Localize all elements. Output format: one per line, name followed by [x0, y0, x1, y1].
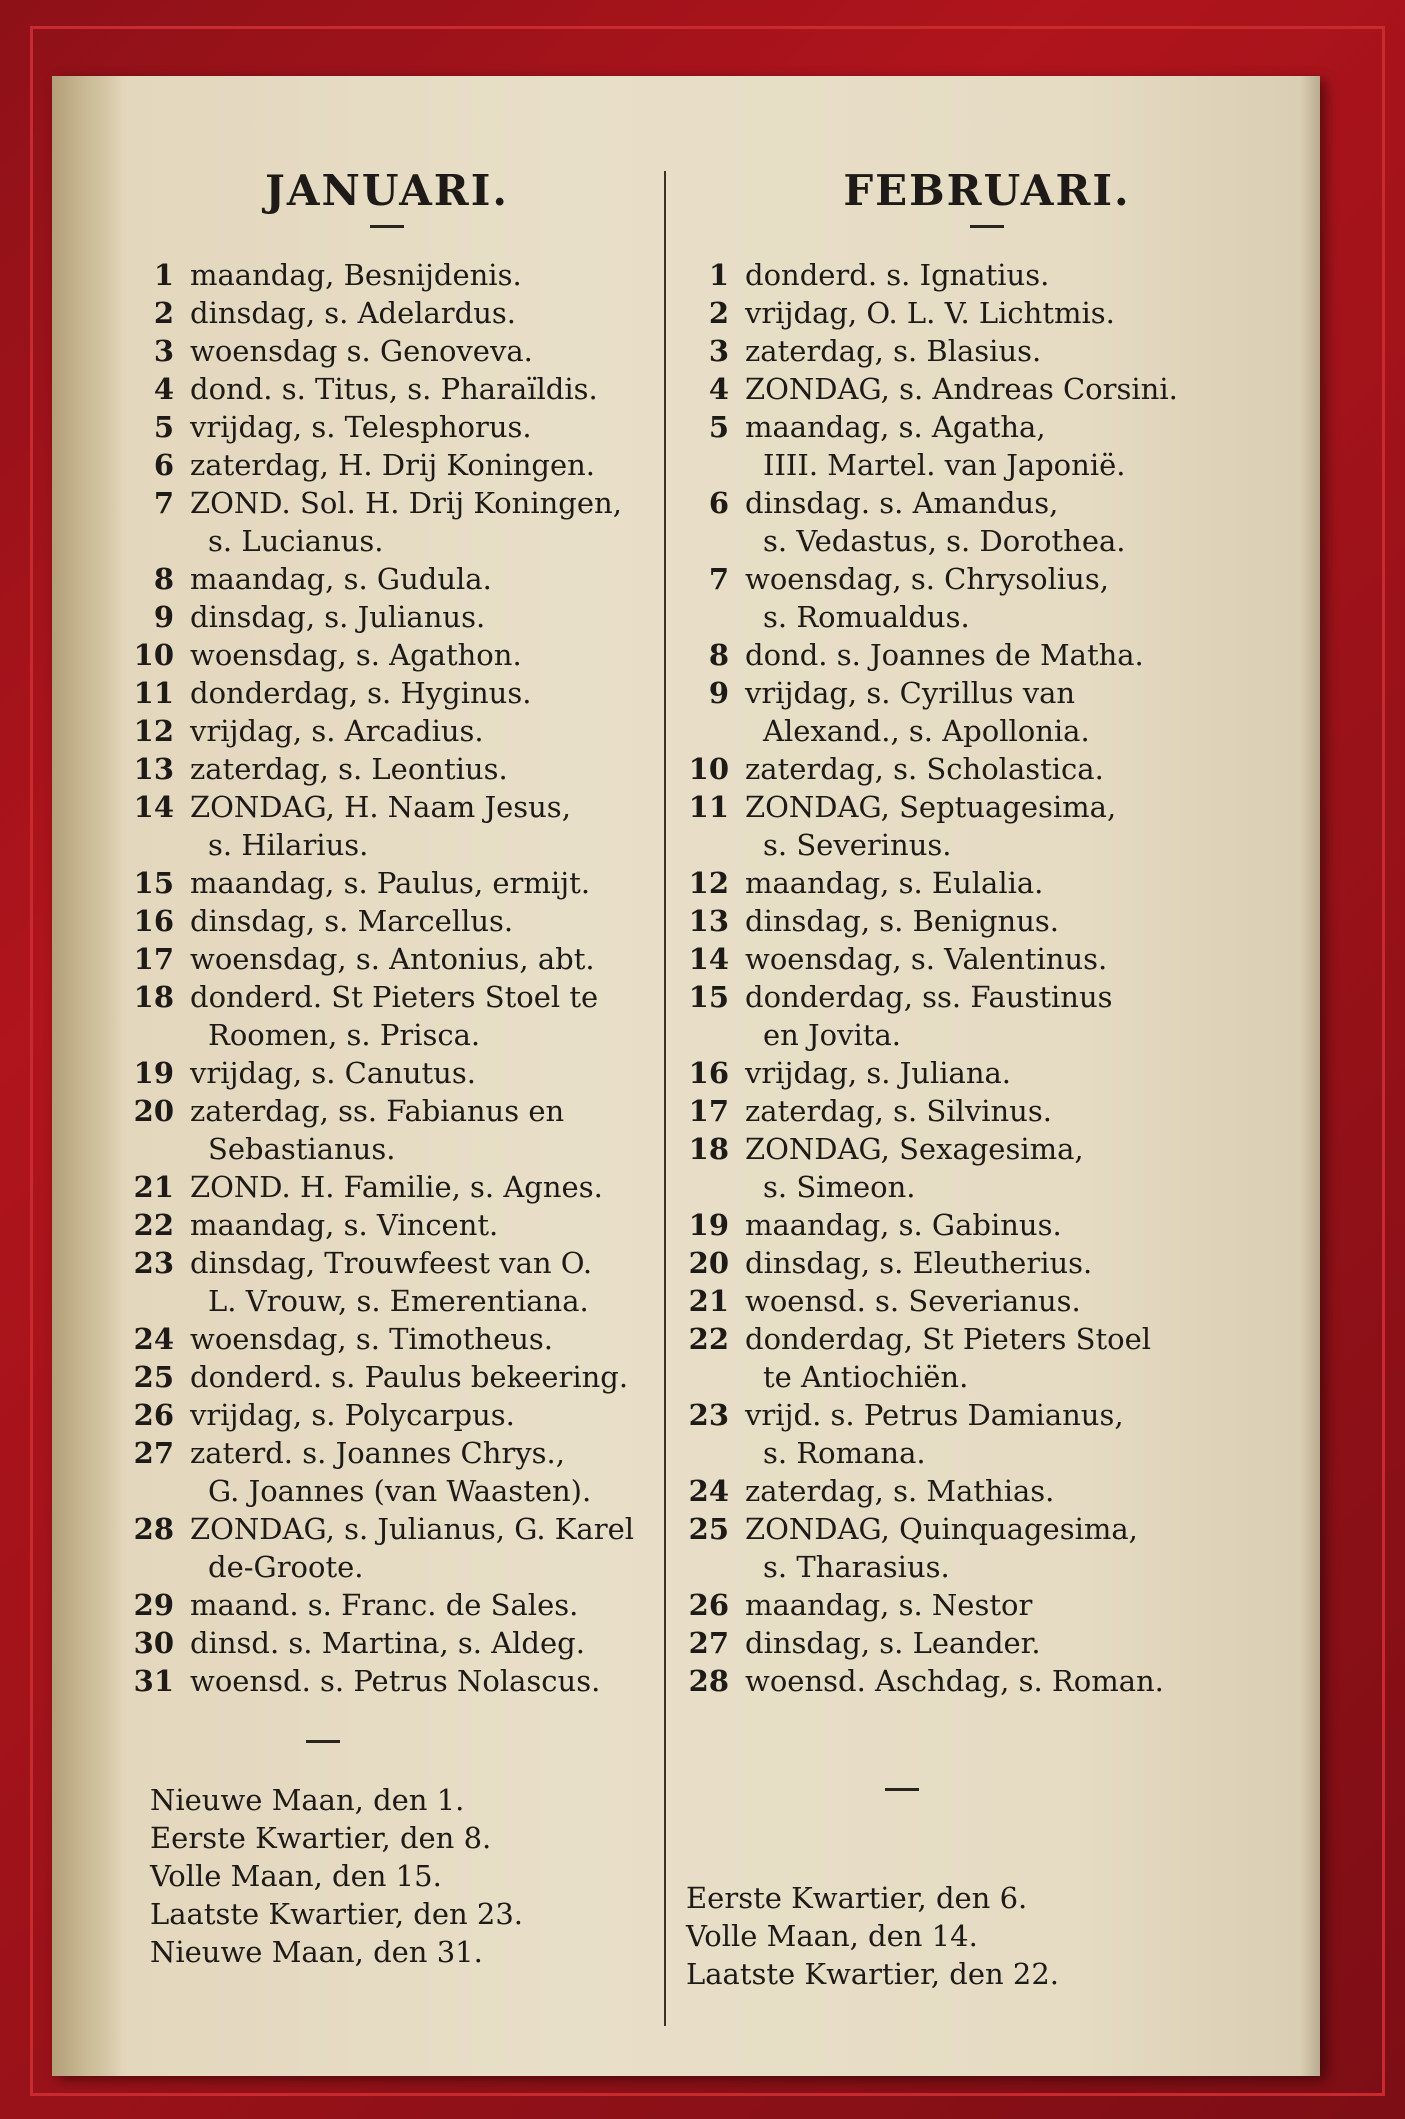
- day-number: 18: [133, 980, 174, 1014]
- day-number: 9: [153, 600, 174, 634]
- day-number: 28: [133, 1512, 174, 1546]
- day-text: dinsdag, s. Julianus.: [190, 600, 486, 634]
- day-number: 24: [133, 1322, 174, 1356]
- day-text: dond. s. Titus, s. Pharaïldis.: [190, 372, 598, 406]
- day-number: 20: [688, 1246, 729, 1280]
- day-text: ZONDAG, H. Naam Jesus,: [190, 790, 571, 824]
- day-entry-continuation: s. Simeon.: [763, 1170, 916, 1204]
- day-entry: [677, 674, 1297, 712]
- day-text: ZONDAG, s. Andreas Corsini.: [745, 372, 1178, 406]
- day-number: 1: [708, 258, 729, 292]
- day-number: 9: [708, 676, 729, 710]
- day-text: donderdag, s. Hyginus.: [190, 676, 532, 710]
- day-number: 21: [688, 1284, 729, 1318]
- day-entry: [677, 1130, 1297, 1168]
- day-text: maandag, s. Eulalia.: [745, 866, 1044, 900]
- day-text: dond. s. Joannes de Matha.: [745, 638, 1144, 672]
- day-entry: [122, 408, 652, 446]
- day-number: 7: [153, 486, 174, 520]
- day-entry: [122, 484, 652, 522]
- day-text: ZONDAG, s. Julianus, G. Karel: [190, 1512, 635, 1546]
- day-entry: [122, 978, 652, 1016]
- day-entry-continuation: Roomen, s. Prisca.: [208, 1018, 481, 1052]
- day-number: 18: [688, 1132, 729, 1166]
- page-shadow: [1300, 76, 1320, 2076]
- day-text: zaterd. s. Joannes Chrys.,: [190, 1436, 565, 1470]
- day-text: vrijdag, s. Telesphorus.: [190, 410, 532, 444]
- day-number: 29: [133, 1588, 174, 1622]
- day-entry: [122, 1396, 652, 1434]
- day-entry: [122, 332, 652, 370]
- day-number: 3: [153, 334, 174, 368]
- februari-column: [677, 166, 1297, 1993]
- day-text: zaterdag, s. Leontius.: [190, 752, 508, 786]
- day-text: woensdag, s. Agathon.: [190, 638, 522, 672]
- almanac-page: [52, 76, 1320, 2076]
- day-number: 2: [708, 296, 729, 330]
- day-entry: [677, 788, 1297, 826]
- day-entry: [677, 1282, 1297, 1320]
- day-entry: [122, 1092, 652, 1130]
- day-entry: [122, 788, 652, 826]
- day-number: 10: [133, 638, 174, 672]
- day-text: maandag, s. Vincent.: [190, 1208, 499, 1242]
- februari-title: FEBRUARI.: [843, 166, 1131, 215]
- day-entry: [122, 940, 652, 978]
- day-entry: [677, 1244, 1297, 1282]
- day-text: zaterdag, H. Drij Koningen.: [190, 448, 596, 482]
- day-entry-continuation: s. Lucianus.: [208, 524, 384, 558]
- moon-phase-line: Nieuwe Maan, den 1.: [150, 1783, 465, 1817]
- day-text: maandag, s. Gabinus.: [745, 1208, 1062, 1242]
- day-text: zaterdag, s. Mathias.: [745, 1474, 1055, 1508]
- januari-title: JANUARI.: [265, 166, 509, 215]
- day-text: dinsdag, Trouwfeest van O.: [190, 1246, 593, 1280]
- day-number: 10: [688, 752, 729, 786]
- page-binding-edge: [52, 76, 122, 2076]
- day-number: 19: [688, 1208, 729, 1242]
- day-entry: [677, 1054, 1297, 1092]
- day-number: 16: [688, 1056, 729, 1090]
- day-entry-continuation: s. Severinus.: [763, 828, 952, 862]
- day-number: 14: [688, 942, 729, 976]
- day-text: woensd. Aschdag, s. Roman.: [745, 1664, 1164, 1698]
- day-text: zaterdag, s. Blasius.: [745, 334, 1042, 368]
- day-entry: [122, 902, 652, 940]
- day-number: 4: [708, 372, 729, 406]
- day-text: dinsdag, s. Marcellus.: [190, 904, 514, 938]
- day-number: 21: [133, 1170, 174, 1204]
- day-entry-continuation: s. Romana.: [763, 1436, 926, 1470]
- day-entry-continuation: L. Vrouw, s. Emerentiana.: [208, 1284, 589, 1318]
- day-number: 15: [133, 866, 174, 900]
- day-entry: [122, 1054, 652, 1092]
- day-text: woensdag, s. Valentinus.: [745, 942, 1108, 976]
- day-number: 4: [153, 372, 174, 406]
- day-entry: [677, 1624, 1297, 1662]
- day-entry: [677, 484, 1297, 522]
- day-text: vrijdag, s. Cyrillus van: [745, 676, 1076, 710]
- day-text: zaterdag, s. Scholastica.: [745, 752, 1104, 786]
- day-number: 24: [688, 1474, 729, 1508]
- day-text: zaterdag, s. Silvinus.: [745, 1094, 1052, 1128]
- day-number: 11: [688, 790, 729, 824]
- day-number: 5: [153, 410, 174, 444]
- day-entry: [677, 1472, 1297, 1510]
- moon-phase-line: Volle Maan, den 14.: [686, 1919, 978, 1953]
- day-number: 14: [133, 790, 174, 824]
- day-entry: [677, 1092, 1297, 1130]
- day-number: 27: [133, 1436, 174, 1470]
- day-number: 12: [133, 714, 174, 748]
- februari-days-list: [677, 256, 1297, 1700]
- day-entry: [677, 1586, 1297, 1624]
- day-entry: [677, 370, 1297, 408]
- day-entry: [677, 636, 1297, 674]
- moon-phase-line: Eerste Kwartier, den 6.: [686, 1881, 1028, 1915]
- day-text: woensdag s. Genoveva.: [190, 334, 533, 368]
- day-number: 1: [153, 258, 174, 292]
- day-number: 31: [133, 1664, 174, 1698]
- day-entry-continuation: s. Tharasius.: [763, 1550, 950, 1584]
- februari-moon-phases: [677, 1879, 1297, 1993]
- day-entry: [122, 712, 652, 750]
- moon-phase-line: Laatste Kwartier, den 22.: [686, 1957, 1059, 1991]
- day-number: 5: [708, 410, 729, 444]
- moon-phase-line: Volle Maan, den 15.: [150, 1859, 442, 1893]
- section-dash: [306, 1740, 340, 1743]
- moon-phase-line: Laatste Kwartier, den 23.: [150, 1897, 523, 1931]
- day-entry: [677, 560, 1297, 598]
- day-text: maand. s. Franc. de Sales.: [190, 1588, 579, 1622]
- day-entry-continuation: s. Romualdus.: [763, 600, 970, 634]
- day-entry-continuation: IIII. Martel. van Japonië.: [763, 448, 1126, 482]
- day-text: donderd. St Pieters Stoel te: [190, 980, 599, 1014]
- day-entry-continuation: de-Groote.: [208, 1550, 364, 1584]
- januari-moon-phases: [122, 1781, 652, 1971]
- day-text: maandag, Besnijdenis.: [190, 258, 522, 292]
- day-text: donderdag, St Pieters Stoel: [745, 1322, 1152, 1356]
- day-text: vrijdag, s. Polycarpus.: [190, 1398, 515, 1432]
- day-number: 23: [133, 1246, 174, 1280]
- day-text: dinsdag, s. Leander.: [745, 1626, 1041, 1660]
- day-number: 22: [688, 1322, 729, 1356]
- day-number: 13: [688, 904, 729, 938]
- day-text: donderd. s. Paulus bekeering.: [190, 1360, 629, 1394]
- day-entry: [677, 256, 1297, 294]
- day-entry-continuation: s. Vedastus, s. Dorothea.: [763, 524, 1126, 558]
- day-text: ZONDAG, Quinquagesima,: [745, 1512, 1138, 1546]
- day-entry: [122, 1510, 652, 1548]
- day-entry: [122, 674, 652, 712]
- day-entry: [677, 750, 1297, 788]
- januari-days-list: [122, 256, 652, 1700]
- day-text: woensd. s. Severianus.: [745, 1284, 1081, 1318]
- day-entry-continuation: G. Joannes (van Waasten).: [208, 1474, 592, 1508]
- day-text: maandag, s. Paulus, ermijt.: [190, 866, 591, 900]
- day-entry: [677, 408, 1297, 446]
- day-entry: [677, 332, 1297, 370]
- day-entry: [122, 560, 652, 598]
- day-entry: [677, 1510, 1297, 1548]
- day-entry: [122, 598, 652, 636]
- day-entry: [677, 1320, 1297, 1358]
- day-text: woensdag, s. Timotheus.: [190, 1322, 554, 1356]
- day-entry: [122, 446, 652, 484]
- day-entry-continuation: s. Hilarius.: [208, 828, 369, 862]
- day-text: woensdag, s. Antonius, abt.: [190, 942, 595, 976]
- day-entry: [122, 636, 652, 674]
- day-text: maandag, s. Nestor: [745, 1588, 1033, 1622]
- day-text: dinsd. s. Martina, s. Aldeg.: [190, 1626, 585, 1660]
- day-number: 19: [133, 1056, 174, 1090]
- day-entry: [677, 902, 1297, 940]
- day-text: dinsdag, s. Benignus.: [745, 904, 1060, 938]
- day-entry: [677, 940, 1297, 978]
- day-number: 11: [133, 676, 174, 710]
- day-entry-continuation: en Jovita.: [763, 1018, 901, 1052]
- day-text: vrijd. s. Petrus Damianus,: [745, 1398, 1124, 1432]
- day-entry: [122, 1624, 652, 1662]
- day-text: vrijdag, s. Canutus.: [190, 1056, 476, 1090]
- day-number: 3: [708, 334, 729, 368]
- day-entry: [122, 370, 652, 408]
- day-entry-continuation: te Antiochiën.: [763, 1360, 969, 1394]
- day-entry: [122, 1358, 652, 1396]
- day-number: 20: [133, 1094, 174, 1128]
- day-number: 17: [133, 942, 174, 976]
- day-text: ZOND. Sol. H. Drij Koningen,: [190, 486, 622, 520]
- day-number: 2: [153, 296, 174, 330]
- day-entry-continuation: Sebastianus.: [208, 1132, 396, 1166]
- section-dash: [885, 1788, 919, 1791]
- day-number: 26: [133, 1398, 174, 1432]
- day-text: vrijdag, s. Juliana.: [745, 1056, 1012, 1090]
- moon-phase-line: Eerste Kwartier, den 8.: [150, 1821, 492, 1855]
- day-text: dinsdag, s. Eleutherius.: [745, 1246, 1093, 1280]
- day-text: ZOND. H. Familie, s. Agnes.: [190, 1170, 603, 1204]
- day-number: 13: [133, 752, 174, 786]
- day-number: 8: [708, 638, 729, 672]
- day-number: 8: [153, 562, 174, 596]
- day-entry: [677, 978, 1297, 1016]
- title-dash: [970, 225, 1004, 228]
- januari-column: [122, 166, 652, 1971]
- day-entry: [122, 1320, 652, 1358]
- day-text: vrijdag, s. Arcadius.: [190, 714, 484, 748]
- day-number: 28: [688, 1664, 729, 1698]
- day-number: 7: [708, 562, 729, 596]
- day-entry: [677, 1206, 1297, 1244]
- day-text: dinsdag. s. Amandus,: [745, 486, 1059, 520]
- day-entry: [677, 294, 1297, 332]
- day-text: zaterdag, ss. Fabianus en: [190, 1094, 565, 1128]
- day-number: 12: [688, 866, 729, 900]
- day-text: dinsdag, s. Adelardus.: [190, 296, 517, 330]
- moon-phase-line: Nieuwe Maan, den 31.: [150, 1935, 483, 1969]
- day-number: 26: [688, 1588, 729, 1622]
- day-number: 16: [133, 904, 174, 938]
- day-entry: [122, 1434, 652, 1472]
- day-text: woensdag, s. Chrysolius,: [745, 562, 1109, 596]
- day-number: 30: [133, 1626, 174, 1660]
- day-number: 23: [688, 1398, 729, 1432]
- day-entry: [677, 864, 1297, 902]
- day-entry: [677, 1662, 1297, 1700]
- day-number: 6: [708, 486, 729, 520]
- day-entry: [122, 256, 652, 294]
- day-entry: [122, 864, 652, 902]
- column-divider: [664, 171, 666, 2026]
- day-text: maandag, s. Agatha,: [745, 410, 1046, 444]
- day-number: 22: [133, 1208, 174, 1242]
- day-text: ZONDAG, Septuagesima,: [745, 790, 1117, 824]
- day-entry: [677, 1396, 1297, 1434]
- day-number: 17: [688, 1094, 729, 1128]
- day-number: 25: [133, 1360, 174, 1394]
- day-entry: [122, 1168, 652, 1206]
- day-entry: [122, 1662, 652, 1700]
- day-entry: [122, 1206, 652, 1244]
- day-entry: [122, 750, 652, 788]
- day-number: 6: [153, 448, 174, 482]
- day-text: vrijdag, O. L. V. Lichtmis.: [745, 296, 1115, 330]
- day-text: woensd. s. Petrus Nolascus.: [190, 1664, 601, 1698]
- day-text: donderdag, ss. Faustinus: [745, 980, 1113, 1014]
- day-text: ZONDAG, Sexagesima,: [745, 1132, 1084, 1166]
- day-entry: [122, 1586, 652, 1624]
- day-text: maandag, s. Gudula.: [190, 562, 492, 596]
- day-entry: [122, 294, 652, 332]
- day-number: 25: [688, 1512, 729, 1546]
- day-number: 15: [688, 980, 729, 1014]
- day-text: donderd. s. Ignatius.: [745, 258, 1050, 292]
- day-entry-continuation: Alexand., s. Apollonia.: [763, 714, 1090, 748]
- day-entry: [122, 1244, 652, 1282]
- day-number: 27: [688, 1626, 729, 1660]
- title-dash: [370, 225, 404, 228]
